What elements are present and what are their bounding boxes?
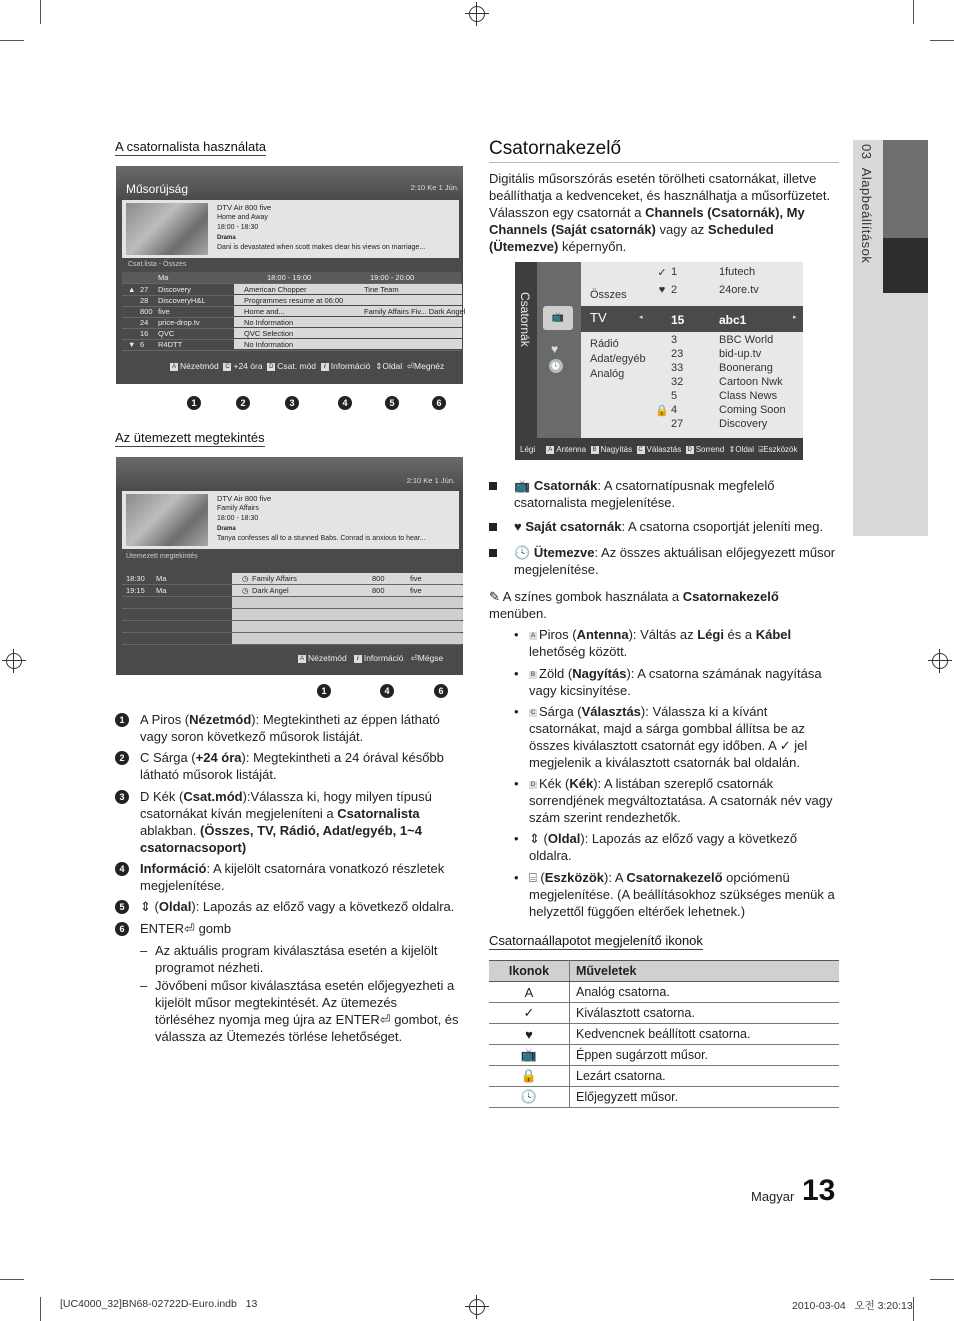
item-number: 4	[115, 862, 129, 876]
arrow-left-icon: ◂	[639, 314, 643, 321]
btn-watch[interactable]: Megnéz	[414, 361, 445, 371]
info-title: Family Affairs	[217, 505, 259, 512]
program-name: QVC Selection	[244, 329, 294, 338]
btn-zoom[interactable]: Nagyítás	[600, 445, 633, 454]
channel-name: Boonerang	[719, 362, 773, 374]
text-run: menüben.	[489, 606, 547, 621]
channel-number: 2	[671, 284, 678, 296]
bullet-item	[514, 477, 839, 511]
text-run: ): A	[604, 870, 627, 885]
text-run: Csat.mód	[183, 789, 243, 804]
program-cell[interactable]	[234, 284, 462, 294]
row-channel-number: 24	[140, 318, 149, 327]
callout-1: 1	[187, 396, 201, 410]
text-run: ): Válassza ki a kívánt csatornákat, majd a sárga gombbal állítsa be az összes kiválasztott csatornát egy időben. A ✓ jel megjelenik a kiválasztott csatornák bal oldalán.	[529, 704, 808, 770]
btn-view-mode[interactable]: Nézetmód	[308, 653, 347, 663]
text-run: ): A listában szereplő csatornák sorrendjének megváltoztatása. A csatornák név vagy szám szerint rendezhetők.	[529, 776, 833, 825]
btn-plus24[interactable]: +24 óra	[233, 361, 263, 371]
callout-5: 5	[385, 396, 399, 410]
color-key-icon: B	[530, 671, 535, 678]
heart-icon[interactable]: ♥	[551, 342, 559, 356]
row-channel-name: five	[158, 307, 170, 316]
channel-number: 33	[671, 362, 684, 374]
text-run: Channels (Csatornák), My Channels (Saját csatornák)	[489, 205, 805, 237]
channel-number: 27	[671, 418, 684, 430]
status-description: Analóg csatorna.	[570, 982, 840, 1003]
text-run: Piros (	[151, 712, 190, 727]
antenna-mode: Légi	[520, 445, 536, 454]
channel-name: Coming Soon	[719, 404, 786, 416]
program-thumbnail	[126, 494, 208, 546]
text-run: Antenna	[576, 627, 629, 642]
text-run: +24 óra	[195, 750, 242, 765]
btn-information[interactable]: Információ	[363, 653, 404, 663]
cat-all[interactable]: Összes	[590, 289, 627, 301]
enter-icon: ⏎	[406, 361, 415, 371]
channel-number: 3	[671, 334, 678, 346]
text-run: Csatornakezelő	[626, 870, 723, 885]
row-channel-number: 16	[140, 329, 149, 338]
page-icon: ⇕	[728, 445, 736, 454]
text-run: és a	[723, 627, 756, 642]
registration-mark-icon	[465, 1295, 489, 1319]
status-icon: 🔒	[489, 1066, 570, 1087]
channel-name: bid-up.tv	[719, 348, 762, 360]
text-run: Piros (	[539, 627, 577, 642]
table-row	[489, 982, 839, 1003]
numbered-item	[140, 711, 462, 745]
table-row[interactable]	[122, 609, 461, 621]
cm-footer: Légi A Antenna B Nagyítás C Választás D Sorrend ⇕Oldal ⌸Eszközök	[520, 445, 798, 454]
row-channel-name: DiscoveryH&L	[158, 296, 206, 305]
status-icon: A	[489, 982, 570, 1003]
channel-number: 15	[671, 313, 685, 327]
text-run: Zöld (	[539, 666, 573, 681]
channel-manager-screen	[515, 262, 803, 460]
crop-mark	[913, 0, 914, 24]
crop-mark	[40, 0, 41, 24]
table-row	[489, 1087, 839, 1108]
program-name-next: Tine Team	[364, 285, 399, 294]
text-run: (	[540, 870, 545, 885]
numbered-item	[140, 749, 462, 783]
btn-cancel[interactable]: Mégse	[417, 653, 444, 663]
btn-page[interactable]: Oldal	[382, 361, 403, 371]
text-run: Sárga (	[153, 750, 196, 765]
text-run: ): Váltás az	[628, 627, 698, 642]
note-pencil-icon: ✎	[489, 589, 503, 604]
registration-mark-icon	[465, 2, 489, 26]
program-name: No Information	[244, 340, 294, 349]
color-key-icon: C	[530, 709, 536, 716]
guide-title: Műsorújság	[126, 182, 189, 196]
channel-mark-icon: ✓	[657, 267, 667, 279]
footer-date: 2010-03-04 오전 3:20:13	[792, 1300, 913, 1312]
channel-mark-icon: ♥	[658, 284, 666, 296]
cat-data-other[interactable]: Adat/egyéb	[590, 353, 646, 365]
info-description: Dani is devastated when scott makes clear his views on marriage...	[217, 244, 426, 251]
sched-channel-number: 800	[372, 586, 385, 595]
text-run: Eszközök	[544, 870, 605, 885]
text-run: ): Lapozás az előző vagy a következő oldalra.	[529, 831, 798, 863]
text-run: Saját csatornák	[525, 519, 622, 534]
program-name: Home and...	[244, 307, 285, 316]
program-cell[interactable]	[234, 339, 462, 349]
dot-icon: •	[514, 704, 519, 719]
page-number: 13	[802, 1174, 836, 1207]
program-name: American Chopper	[244, 285, 307, 294]
sched-day: Ma	[156, 586, 167, 595]
callout-2: 2	[236, 396, 250, 410]
text-run: Választás	[581, 704, 641, 719]
text-run: : Az összes aktuálisan előjegyezett műsor megjelenítése.	[514, 545, 836, 577]
channel-name: abc1	[719, 313, 747, 327]
col-icons: Ikonok	[489, 961, 570, 982]
text-run: képernyőn.	[558, 239, 627, 254]
sched-time: 18:30	[126, 574, 145, 583]
channel-name: 1futech	[719, 266, 756, 278]
row-channel-name: Discovery	[158, 285, 191, 294]
table-row[interactable]	[122, 339, 461, 351]
text-run: A	[140, 712, 152, 727]
item-number: 1	[115, 713, 129, 727]
text-run: Oldal	[158, 899, 192, 914]
section-title-status-icons: Csatornaállapotot megjelenítő ikonok	[489, 933, 703, 948]
status-icons-table	[489, 960, 839, 1108]
program-cell[interactable]	[234, 317, 462, 327]
text-run: (Összes, TV, Rádió, Adat/egyéb, 1~4 csatornacsoport)	[140, 823, 422, 855]
dot-icon: •	[514, 831, 519, 846]
table-row[interactable]	[122, 597, 461, 609]
text-run: Információ	[140, 861, 207, 876]
channel-number: 32	[671, 376, 684, 388]
text-run: Digitális műsorszórás esetén törölheti csatornákat, illetve beállíthatja a kedvenceket, és használhatja a műsorfüzetet. Válasszon egy csatornát a	[489, 171, 831, 220]
status-icon: 🕓	[489, 1087, 570, 1108]
color-button-item	[529, 665, 839, 699]
color-button-item	[529, 775, 839, 826]
text-run: C	[140, 750, 153, 765]
tools-icon: ⌸	[529, 870, 541, 885]
channel-number: 23	[671, 348, 684, 360]
callout-1: 1	[317, 684, 331, 698]
channels-icon: 📺	[514, 478, 534, 493]
clock-icon: 🕓	[514, 545, 534, 560]
schedule-cell[interactable]	[232, 573, 463, 584]
row-channel-number: 800	[140, 307, 153, 316]
text-run: ENTER⏎ gomb	[140, 921, 232, 936]
btn-antenna[interactable]: Antenna	[556, 445, 587, 454]
guide-time: 2:10 Ke 1 Jún.	[410, 183, 459, 192]
row-channel-number: 27	[140, 285, 149, 294]
channel-name: 24ore.tv	[719, 284, 759, 296]
text-run: Sárga (	[539, 704, 582, 719]
clock-icon: ◷	[242, 586, 249, 595]
btn-page[interactable]: Oldal	[735, 445, 754, 454]
info-time: 18:00 - 18:30	[217, 224, 259, 231]
tools-icon: ⌸	[758, 445, 764, 454]
registration-mark-icon	[928, 649, 952, 673]
dash-icon: –	[140, 978, 148, 993]
schedule-cell[interactable]	[232, 597, 463, 608]
program-name: No Information	[244, 318, 294, 327]
text-run: Csatornalista	[337, 806, 420, 821]
channel-name: Cartoon Nwk	[719, 376, 783, 388]
registration-mark-icon	[2, 649, 26, 673]
text-run: : A csatorna csoportját jeleníti meg.	[621, 519, 824, 534]
dot-icon: •	[514, 666, 519, 681]
schedule-cell[interactable]	[232, 609, 463, 620]
bullet-item	[514, 544, 839, 578]
side-tab-label: 03 Alapbeállítások	[859, 144, 874, 264]
enter-icon: ⏎	[410, 653, 418, 663]
dash-icon: –	[140, 943, 148, 958]
text-run: Scheduled (Ütemezve)	[489, 222, 774, 254]
row-channel-name: R4DTT	[158, 340, 183, 349]
color-button-item	[529, 830, 839, 864]
text-run: ablakban.	[140, 823, 200, 838]
callout-3: 3	[285, 396, 299, 410]
info-time: 18:00 - 18:30	[217, 515, 259, 522]
crop-mark	[930, 40, 954, 41]
numbered-item	[140, 860, 462, 894]
row-arrow: ▼	[128, 340, 136, 349]
text-run: Nézetmód	[189, 712, 252, 727]
guide-button-bar: A Nézetmód C +24 óra D Csat. mód i Információ ⇕Oldal ⏎Megnéz	[171, 361, 445, 371]
text-run: D	[140, 789, 153, 804]
program-cell[interactable]	[234, 306, 466, 316]
program-name: Programmes resume at 06:00	[244, 296, 344, 305]
schedule-cell[interactable]	[232, 621, 463, 632]
text-run: opciómenü megjelenítése. (A beállításokhoz szükséges menük a helyzettől függően eltérőek lehetnek.)	[529, 870, 835, 919]
callout-6: 6	[434, 684, 448, 698]
channels-icon[interactable]: 📺	[543, 306, 573, 330]
status-description: Előjegyzett műsor.	[570, 1087, 840, 1108]
item-number: 5	[115, 900, 129, 914]
list-label: Csat.lista - Összes	[128, 261, 187, 268]
table-row[interactable]	[122, 573, 461, 585]
table-row[interactable]	[122, 633, 461, 645]
status-icon: ♥	[489, 1024, 570, 1045]
sched-program: Family Affairs	[252, 574, 297, 583]
dot-icon: •	[514, 627, 519, 642]
text-run: : A kijelölt csatornára vonatkozó részletek megjelenítése.	[140, 861, 445, 893]
text-run: Oldal	[547, 831, 581, 846]
cat-radio[interactable]: Rádió	[590, 338, 619, 350]
btn-tools[interactable]: Eszközök	[763, 445, 798, 454]
channel-number: 5	[671, 390, 678, 402]
text-run: ): A csatorna számának nagyítása vagy kicsinyítése.	[529, 666, 822, 698]
numbered-item	[140, 788, 462, 856]
info-channel: DTV Air 800 five	[217, 494, 272, 503]
text-run: ⇕ (	[529, 831, 548, 846]
text-run: Kék (	[539, 776, 570, 791]
text-run: ): Megtekintheti az éppen látható vagy soron következő műsorok listáját.	[140, 712, 440, 744]
row-arrow: ▲	[128, 285, 136, 294]
text-run: Csatornák	[533, 478, 598, 493]
bullet-item	[514, 518, 839, 535]
color-key-icon: A	[530, 632, 535, 639]
sub-item: Az aktuális program kiválasztása esetén a kijelölt programot nézheti.	[155, 943, 438, 975]
channel-number: 1	[671, 266, 678, 278]
dot-icon: •	[514, 776, 519, 791]
info-genre: Drama	[217, 526, 236, 532]
text-run: Nagyítás	[572, 666, 627, 681]
table-row[interactable]	[122, 585, 461, 597]
callout-4: 4	[338, 396, 352, 410]
page-icon: ⇕	[375, 361, 383, 371]
program-cell[interactable]	[234, 295, 462, 305]
sched-program: Dark Angel	[252, 586, 289, 595]
btn-channel-mode[interactable]: Csat. mód	[277, 361, 317, 371]
row-channel-number: 6	[140, 340, 145, 349]
crop-mark	[930, 1279, 954, 1280]
channel-name: BBC World	[719, 334, 774, 346]
bullet-icon	[489, 482, 497, 490]
col-day: Ma	[158, 273, 169, 282]
section-title-channel-list: A csatornalista használata	[115, 139, 267, 154]
text-run: Csatornakezelő	[682, 589, 779, 604]
cat-analog[interactable]: Analóg	[590, 368, 625, 380]
btn-sort[interactable]: Sorrend	[695, 445, 725, 454]
clock-icon: ◷	[242, 574, 249, 583]
cm-selected-row[interactable]	[581, 306, 803, 332]
status-icon: 📺	[489, 1045, 570, 1066]
sched-day: Ma	[156, 574, 167, 583]
list-label: Ütemezett megtekintés	[126, 553, 198, 560]
channel-number: 4	[671, 404, 678, 416]
text-run: Kábel	[755, 627, 792, 642]
text-run: Kék (	[153, 789, 184, 804]
cm-side-label: Csatornák	[518, 292, 532, 347]
text-run: : A csatornatípusnak megfelelő csatornalista megjelenítése.	[514, 478, 775, 510]
text-run: ): Megtekintheti a 24 órával később látható műsorok listáját.	[140, 750, 444, 782]
text-run: Ütemezve	[533, 545, 595, 560]
footer-language: Magyar	[751, 1189, 795, 1204]
row-channel-name: price-drop.tv	[158, 318, 200, 327]
channel-name: Discovery	[719, 418, 768, 430]
sched-channel-number: 800	[372, 574, 385, 583]
info-genre: Drama	[217, 235, 236, 241]
btn-select[interactable]: Választás	[646, 445, 682, 454]
crop-mark	[40, 1297, 41, 1321]
text-run: lehetőség között.	[529, 644, 628, 659]
numbered-item	[140, 898, 462, 915]
crop-mark	[0, 40, 24, 41]
heart-icon: ♥	[514, 519, 526, 534]
status-description: Lezárt csatorna.	[570, 1066, 840, 1087]
sched-channel-name: five	[410, 574, 422, 583]
color-button-item	[529, 703, 839, 771]
color-button-item	[529, 869, 839, 920]
sched-channel-name: five	[410, 586, 422, 595]
text-run: vagy az	[655, 222, 708, 237]
sched-time: 19:15	[126, 586, 145, 595]
arrow-right-icon: ▸	[793, 314, 797, 321]
program-info-panel	[122, 491, 459, 549]
status-description: Kedvencnek beállított csatorna.	[570, 1024, 840, 1045]
table-row	[489, 1066, 839, 1087]
text-run: ⇕ (	[140, 899, 159, 914]
crop-mark	[913, 1297, 914, 1321]
col-actions: Műveletek	[570, 961, 840, 982]
section-title-scheduled: Az ütemezett megtekintés	[115, 430, 265, 445]
item-number: 6	[115, 922, 129, 936]
table-row	[489, 1045, 839, 1066]
info-channel: DTV Air 800 five	[217, 203, 272, 212]
note	[489, 588, 834, 622]
schedule-cell[interactable]	[232, 585, 463, 596]
table-row	[489, 1024, 839, 1045]
cat-tv[interactable]: TV	[590, 310, 607, 325]
guide-time: 2:10 Ke 1 Jún.	[406, 476, 455, 485]
numbered-item	[140, 920, 462, 937]
color-key-icon: D	[530, 781, 536, 788]
col-time-2: 19:00 - 20:00	[370, 273, 415, 282]
crop-mark	[0, 1279, 24, 1280]
program-info-panel	[122, 200, 459, 258]
info-description: Tanya confesses all to a stunned Babs. Conrad is anxious to hear...	[217, 535, 426, 542]
schedule-cell[interactable]	[232, 633, 463, 644]
dot-icon: •	[514, 870, 519, 885]
channel-mark-icon: 🔒	[655, 405, 669, 417]
col-time-1: 18:00 - 19:00	[267, 273, 312, 282]
text-run: ):Válassza ki, hogy milyen típusú csatornákat kíván megjeleníteni a	[140, 789, 432, 821]
info-title: Home and Away	[217, 214, 268, 221]
row-channel-number: 28	[140, 296, 149, 305]
guide-screen	[116, 166, 466, 384]
scheduled-screen	[116, 457, 463, 675]
sub-item: Jövőbeni műsor kiválasztása esetén előjegyezheti a kijelölt műsor megtekintését. Az ütemezés törléséhez nyomja meg újra az ENTER⏎ gombot, és válassza az Ütemezés törlése lehetőséget.	[155, 978, 459, 1044]
row-channel-name: QVC	[158, 329, 175, 338]
text-run: Kék	[569, 776, 594, 791]
program-cell[interactable]	[234, 328, 462, 338]
table-row	[489, 1003, 839, 1024]
table-row[interactable]	[122, 621, 461, 633]
color-button-item	[529, 626, 839, 660]
callout-6: 6	[432, 396, 446, 410]
status-description: Éppen sugárzott műsor.	[570, 1045, 840, 1066]
item-number: 2	[115, 751, 129, 765]
program-thumbnail	[126, 203, 208, 255]
text-run: ): Lapozás az előző vagy a következő oldalra.	[191, 899, 455, 914]
channel-name: Class News	[719, 390, 778, 402]
btn-view-mode[interactable]: Nézetmód	[180, 361, 219, 371]
footer-file: [UC4000_32]BN68-02722D-Euro.indb 13	[60, 1298, 258, 1310]
btn-information[interactable]: Információ	[330, 361, 371, 371]
guide-button-bar: A Nézetmód i Információ ⏎Mégse	[299, 653, 444, 663]
clock-icon[interactable]: 🕓	[550, 361, 562, 371]
page-title: Csatornakezelő	[489, 138, 839, 163]
side-tab	[853, 140, 928, 536]
bullet-icon	[489, 549, 497, 557]
status-icon: ✓	[489, 1003, 570, 1024]
item-number: 3	[115, 790, 129, 804]
program-name-next: Family Affairs Fiv... Dark Angel	[364, 307, 466, 316]
intro-text	[489, 170, 834, 255]
status-description: Kiválasztott csatorna.	[570, 1003, 840, 1024]
bullet-icon	[489, 523, 497, 531]
callout-4: 4	[380, 684, 394, 698]
text-run: A színes gombok használata a	[502, 589, 683, 604]
text-run: Légi	[697, 627, 724, 642]
